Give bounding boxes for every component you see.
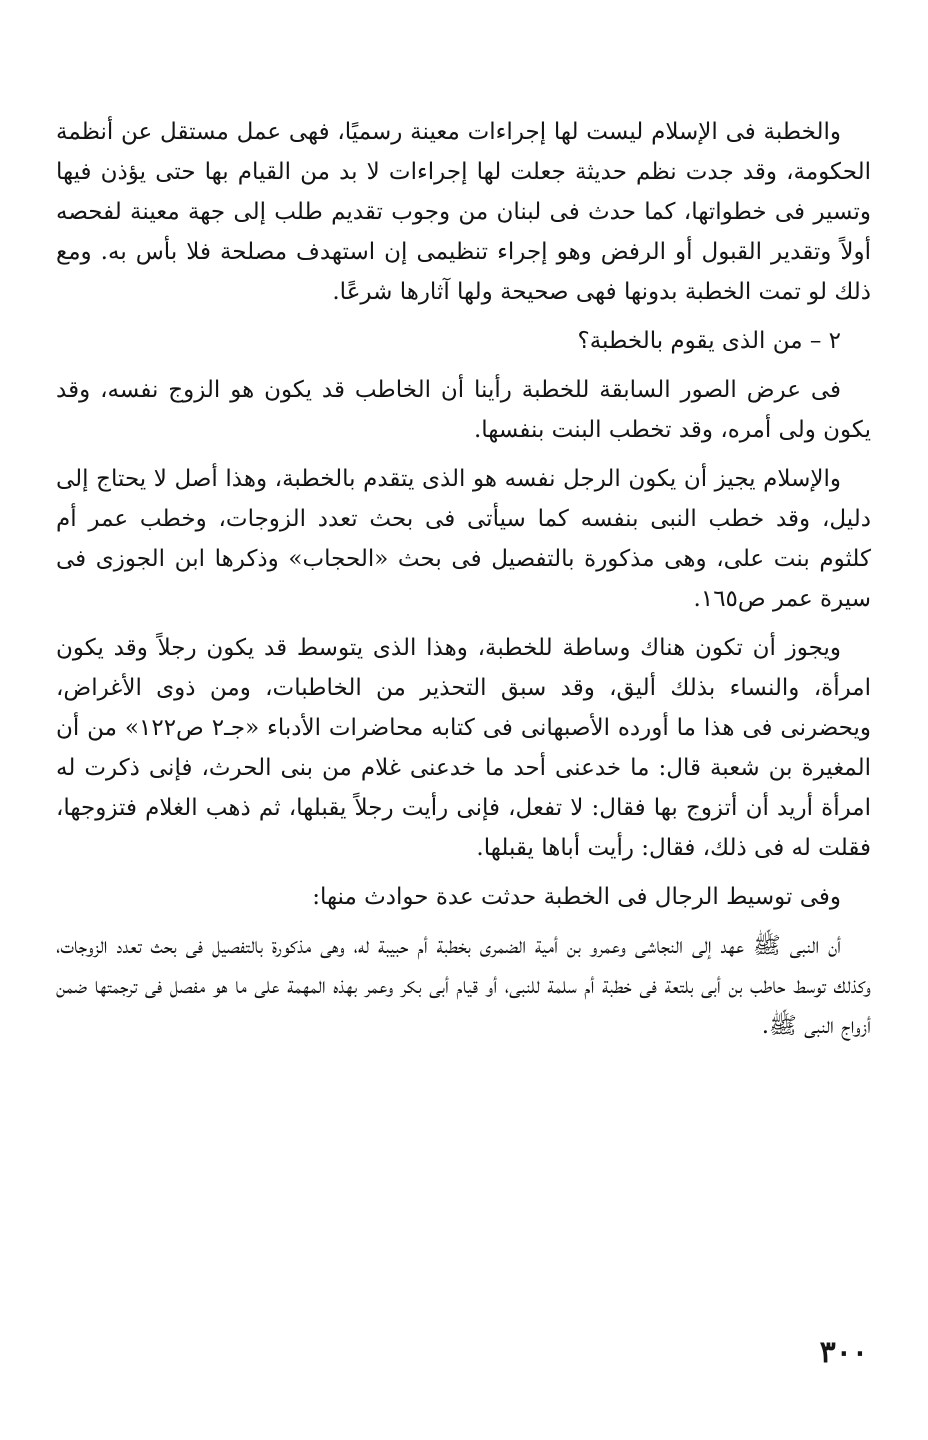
paragraph-previous-forms: فى عرض الصور السابقة للخطبة رأينا أن الخاطب قد يكون هو الزوج نفسه، وقد يكون ولى أمره، وقد تخطب البنت بنفسها. — [56, 377, 871, 443]
paragraph-man-proposes-himself: والإسلام يجيز أن يكون الرجل نفسه هو الذى يتقدم بالخطبة، وهذا أصل لا يحتاج إلى دليل، وقد خطب النبى بنفسه كما سيأتى فى بحث تعدد الزوجات، وخطب عمر أم كلثوم بنت على، وهى مذكورة بالتفصيل فى بحث «الحجاب» وذكرها ابن الجوزى فى سيرة عمر ص١٦٥. — [56, 466, 871, 612]
paragraph-engagement-procedures: والخطبة فى الإسلام ليست لها إجراءات معينة رسميًا، فهى عمل مستقل عن أنظمة الحكومة، وقد جدت نظم حديثة جعلت لها إجراءات لا بد من القيام بها حتى يؤذن فيها وتسير فى خطواتها، كما حدث فى لبنان من وجوب تقديم طلب إلى جهة معينة لفحصه أولاً وتقدير القبول أو الرفض وهو إجراء تنظيمى إن استهدف مصلحة فلا بأس به. ومع ذلك لو تمت الخطبة بدونها فهى صحيحة ولها آثارها شرعًا. — [56, 119, 871, 305]
paragraph-incidents-intro: وفى توسيط الرجال فى الخطبة حدثت عدة حوادث منها: — [312, 884, 841, 910]
page-number: ٣٠٠ — [819, 1335, 868, 1370]
paragraph-mediation: ويجوز أن تكون هناك وساطة للخطبة، وهذا الذى يتوسط قد يكون رجلاً وقد يكون امرأة، والنساء بذلك أليق، وقد سبق التحذير من الخاطبات، ومن ذوى الأغراض، ويحضرنى فى هذا ما أورده الأصبهانى فى كتابه محاضرات الأدباء «جـ٢ ص١٢٢» من أن المغيرة بن شعبة قال: ما خدعنى أحد ما خدعنى غلام من بنى الحرث، فإنى ذكرت له امرأة أريد أن أتزوج بها فقال: لا تفعل، فإنى رأيت رجلاً يقبلها، ثم ذهب الغلام فتزوجها، فقلت له فى ذلك، فقال: رأيت أباها يقبلها. — [56, 635, 871, 861]
paragraph-prophet-example: أن النبى ﷺ عهد إلى النجاشى وعمرو بن أمية الضمرى بخطبة أم حبيبة له، وهى مذكورة بالتفصيل فى بحث تعدد الزوجات، وكذلك توسط حاطب بن أبى بلتعة فى خطبة أم سلمة للنبى، أو قيام أبى بكر وعمر بهذه المهمة على ما هو مفصل فى ترجمتها ضمن أزواج النبى ﷺ. — [56, 933, 871, 1039]
section-heading-who-proposes: ٢ – من الذى يقوم بالخطبة؟ — [577, 328, 841, 354]
page-body — [56, 112, 871, 1055]
